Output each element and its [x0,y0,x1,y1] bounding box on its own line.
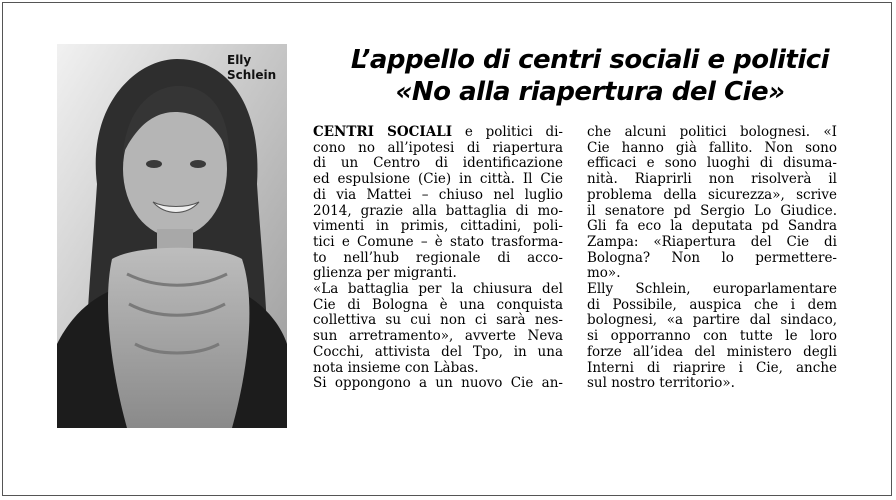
article-line: Gli fa eco la deputata pd Sandra [587,218,837,235]
article-line: nità. Riaprirli non risolverà il [587,171,837,188]
article-line: to nell’hub regionale di acco- [313,249,563,266]
article-headline [300,44,880,108]
article-line: Cie di Bologna è una conquista [313,296,563,313]
article-line: nota insieme con Làbas. [313,359,479,376]
headline-line-1: L’appello di centri sociali e politici [350,45,830,75]
article-line: di un Centro di identificazione [313,155,563,172]
article-line: mo». [587,265,621,282]
article-line: CENTRI SOCIALI e politici di- [313,124,563,140]
article-line: problema della sicurezza», scrive [587,186,837,203]
headline-line-2: «No alla riapertura del Cie» [395,77,785,107]
article-line: sul nostro territorio». [587,375,735,392]
article-line: efficaci e sono luoghi di disuma- [587,155,837,172]
article-line: Si oppongono a un nuovo Cie an- [313,375,563,392]
article-line: Bologna? Non lo permettere- [587,249,837,266]
article-line: Cocchi, attivista del Tpo, in una [313,343,563,360]
article-line: ed espulsione (Cie) in città. Il Cie [313,171,563,188]
article-line: Elly Schlein, europarlamentare [587,281,837,298]
article-line: Interni di riaprire i Cie, anche [587,359,837,376]
article-line: si opporranno con tutte le loro [587,328,837,345]
article-line: collettiva su cui non ci sarà nes- [313,312,563,329]
article-line: forze all’idea del ministero degli [587,343,837,360]
caption-last-name: Schlein [227,68,277,82]
article-line: che alcuni politici bolognesi. «I [587,124,837,140]
photo-caption [227,53,297,83]
article-column-right [587,125,837,392]
article-line: sun arretramento», avverte Neva [313,328,563,345]
article-line: tici e Comune – è stato trasforma- [313,233,563,250]
article-line: «La battaglia per la chiusura del [313,281,563,298]
article-column-left [313,125,563,392]
article-line: glienza per migranti. [313,265,457,282]
article-line: di via Mattei – chiuso nel luglio [313,186,563,203]
article-line: bolognesi, «a partire dal sindaco, [587,312,837,329]
article-line: vimenti in primis, cittadini, poli- [313,218,563,235]
article-line: Zampa: «Riapertura del Cie di [587,233,837,250]
article-line: di Possibile, auspica che i dem [587,296,837,313]
article-line: cono no all’ipotesi di riapertura [313,139,563,156]
article-line: 2014, grazie alla battaglia di mo- [313,202,563,219]
article-line: il senatore pd Sergio Lo Giudice. [587,202,837,219]
caption-first-name: Elly [227,53,252,67]
portrait-photo [57,44,287,428]
lead-in: CENTRI SOCIALI [313,124,453,140]
article-line: Cie hanno già fallito. Non sono [587,139,837,156]
